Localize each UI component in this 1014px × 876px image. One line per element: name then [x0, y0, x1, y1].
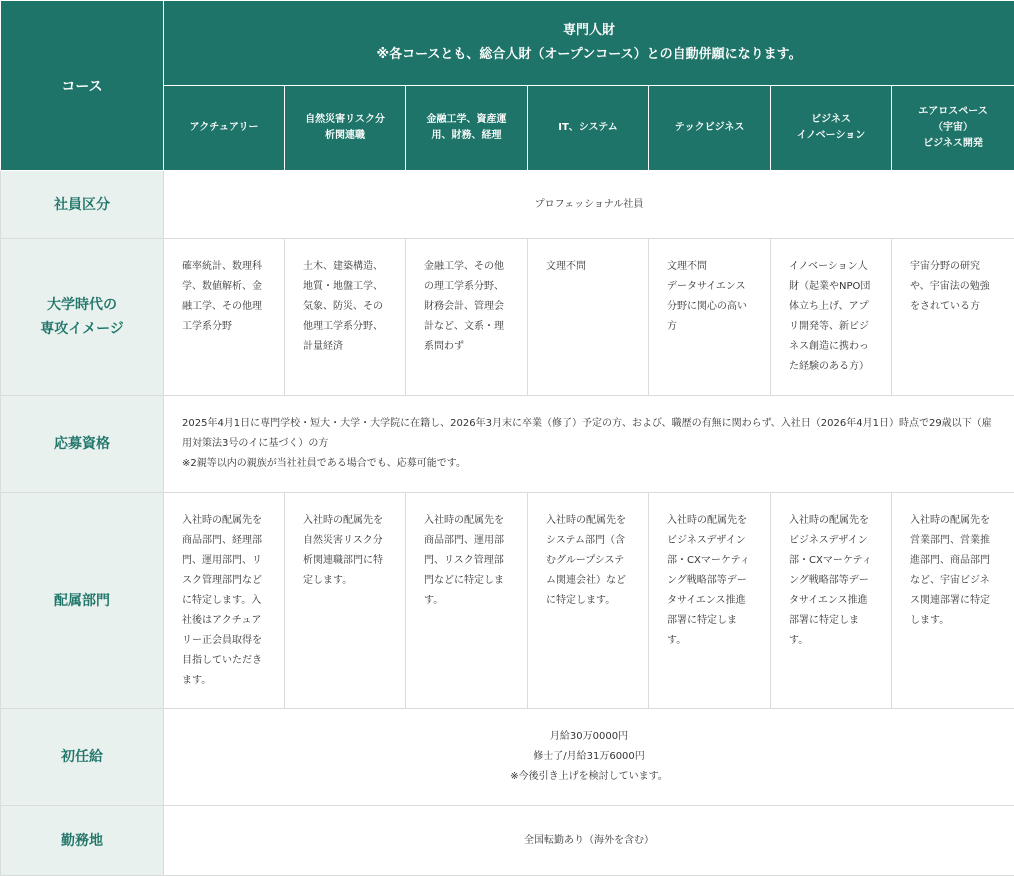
major-cell: 文理不問 データサイエンス 分野に関心の高い 方	[649, 239, 771, 396]
course-financial-engineering: 金融工学、資産運 用、財務、経理	[406, 86, 528, 171]
salary-row	[1, 709, 1014, 806]
row-label-salary: 初任給	[1, 709, 164, 806]
specialist-subtitle: ※各コースとも、総合人財（オープンコース）との自動併願になります。	[376, 47, 802, 62]
major-row	[1, 239, 1014, 396]
specialist-header	[164, 1, 1014, 86]
salary-value: 月給30万0000円 修士了/月給31万6000円 ※今後引き上げを検討しています。	[164, 709, 1014, 806]
location-value: 全国転勤あり（海外を含む）	[164, 806, 1014, 876]
course-tech-business: テックビジネス	[649, 86, 771, 171]
department-cell: 入社時の配属先を システム部門（含 むグループシステ ム関連会社）など に特定します。	[528, 493, 649, 709]
major-cell: 確率統計、数理科 学、数値解析、金 融工学、その他理 工学系分野	[164, 239, 285, 396]
qualification-row	[1, 396, 1014, 493]
location-row	[1, 806, 1014, 876]
department-cell: 入社時の配属先を 商品部門、経理部 門、運用部門、リ スク管理部門など に特定します。入 社後はアクチュア リー正会員取得を 目指していただき ます。	[164, 493, 285, 709]
course-aerospace: エアロスペース （宇宙） ビジネス開発	[892, 86, 1014, 171]
course-business-innovation: ビジネス イノベーション	[771, 86, 892, 171]
row-label-employee-type: 社員区分	[1, 171, 164, 239]
department-cell: 入社時の配属先を 商品部門、運用部 門、リスク管理部 門などに特定しま す。	[406, 493, 528, 709]
major-cell: 宇宙分野の研究 や、宇宙法の勉強 をされている方	[892, 239, 1014, 396]
row-label-location: 勤務地	[1, 806, 164, 876]
employee-type-row	[1, 171, 1014, 239]
department-cell: 入社時の配属先を ビジネスデザイン 部・CXマーケティ ング戦略部等デー タサイエンス推進 部署に特定しま す。	[771, 493, 892, 709]
major-cell: 金融工学、その他 の理工学系分野、 財務会計、管理会 計など、文系・理 系問わず	[406, 239, 528, 396]
row-label-department: 配属部門	[1, 493, 164, 709]
course-it-system: IT、システム	[528, 86, 649, 171]
major-cell: 文理不問	[528, 239, 649, 396]
course-header: コース	[1, 1, 164, 171]
specialist-title: 専門人財	[563, 23, 616, 38]
department-row	[1, 493, 1014, 709]
department-cell: 入社時の配属先を 自然災害リスク分 析関連職部門に特 定します。	[285, 493, 406, 709]
major-cell: 土木、建築構造、 地質・地盤工学、 気象、防災、その 他理工学系分野、 計量経済	[285, 239, 406, 396]
row-label-major: 大学時代の 専攻イメージ	[1, 239, 164, 396]
department-cell: 入社時の配属先を 営業部門、営業推 進部門、商品部門 など、宇宙ビジネ ス関連部署に特定 します。	[892, 493, 1014, 709]
row-label-qualification: 応募資格	[1, 396, 164, 493]
major-cell: イノベーション人 財（起業やNPO団 体立ち上げ、アプ リ開発等、新ビジ ネス創造に携わっ た経験のある方）	[771, 239, 892, 396]
department-cell: 入社時の配属先を ビジネスデザイン 部・CXマーケティ ング戦略部等デー タサイエンス推進 部署に特定しま す。	[649, 493, 771, 709]
qualification-value: 2025年4月1日に専門学校・短大・大学・大学院に在籍し、2026年3月末に卒業（修了）予定の方、および、職歴の有無に関わらず、入社日（2026年4月1日）時点で29歳以下（雇 用対策法3号のイに基づく）の方 ※2親等以内の親族が当社社員である場合でも、応募可能です。	[164, 396, 1014, 493]
employee-type-value: プロフェッショナル社員	[164, 171, 1014, 239]
course-actuary: アクチュアリー	[164, 86, 285, 171]
course-natural-disaster-risk: 自然災害リスク分 析関連職	[285, 86, 406, 171]
